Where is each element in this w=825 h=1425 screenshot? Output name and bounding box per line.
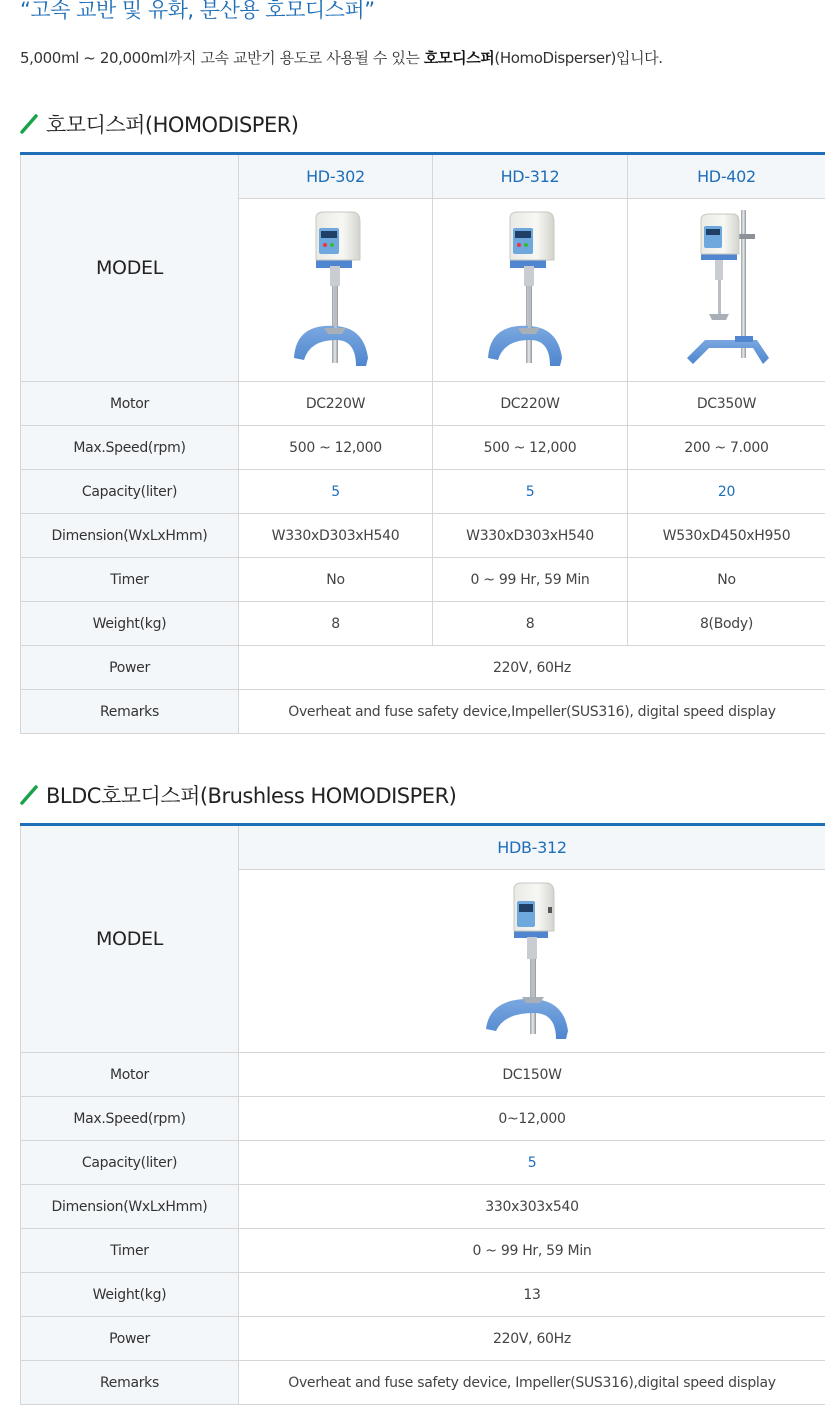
cell-capacity-hd402: 20 (628, 470, 825, 514)
cell-speed-hdb312: 0~12,000 (239, 1097, 825, 1141)
cell-timer-hd302: No (239, 558, 433, 602)
cell-remarks-hdb312: Overheat and fuse safety device, Impeller(SUS316),digital speed display (239, 1361, 825, 1405)
cell-speed-hd312: 500 ~ 12,000 (433, 426, 628, 470)
homodisper-spec-table (20, 152, 825, 734)
section1-title (20, 109, 299, 139)
row-label-motor: Motor (21, 1053, 239, 1097)
row-label-power: Power (21, 1317, 239, 1361)
cell-weight-hd302: 8 (239, 602, 433, 646)
cell-remarks: Overheat and fuse safety device,Impeller(SUS316), digital speed display (239, 690, 825, 734)
row-label-remarks: Remarks (21, 690, 239, 734)
cell-speed-hd402: 200 ~ 7.000 (628, 426, 825, 470)
cell-power: 220V, 60Hz (239, 646, 825, 690)
green-slash-icon (20, 114, 38, 134)
cell-capacity-hdb312: 5 (239, 1141, 825, 1185)
cell-dimension-hd402: W530xD450xH950 (628, 514, 825, 558)
section2-title-text: BLDC호모디스퍼(Brushless HOMODISPER) (46, 784, 457, 808)
product-image-hd312 (433, 199, 628, 382)
row-label-dimension: Dimension(WxLxHmm) (21, 1185, 239, 1229)
product-image-hd302 (239, 199, 433, 382)
intro-suffix: (HomoDisperser)입니다. (494, 49, 663, 67)
row-label-power: Power (21, 646, 239, 690)
model-name-hd402: HD-402 (628, 154, 825, 199)
cell-dimension-hdb312: 330x303x540 (239, 1185, 825, 1229)
page-headline: “고속 교반 및 유화, 분산용 호모디스퍼” (20, 0, 375, 22)
cell-dimension-hd302: W330xD303xH540 (239, 514, 433, 558)
model-header: MODEL (21, 825, 239, 1053)
cell-timer-hd402: No (628, 558, 825, 602)
cell-dimension-hd312: W330xD303xH540 (433, 514, 628, 558)
row-label-capacity: Capacity(liter) (21, 1141, 239, 1185)
cell-weight-hd312: 8 (433, 602, 628, 646)
section2-title (20, 780, 456, 810)
intro-text (20, 47, 663, 68)
row-label-weight: Weight(kg) (21, 1273, 239, 1317)
cell-timer-hdb312: 0 ~ 99 Hr, 59 Min (239, 1229, 825, 1273)
section1-title-text: 호모디스퍼(HOMODISPER) (46, 113, 299, 137)
row-label-max-speed: Max.Speed(rpm) (21, 1097, 239, 1141)
cell-motor-hdb312: DC150W (239, 1053, 825, 1097)
cell-speed-hd302: 500 ~ 12,000 (239, 426, 433, 470)
product-image-hdb312 (239, 870, 825, 1053)
model-header: MODEL (21, 154, 239, 382)
cell-timer-hd312: 0 ~ 99 Hr, 59 Min (433, 558, 628, 602)
row-label-weight: Weight(kg) (21, 602, 239, 646)
row-label-motor: Motor (21, 382, 239, 426)
cell-capacity-hd312: 5 (433, 470, 628, 514)
row-label-dimension: Dimension(WxLxHmm) (21, 514, 239, 558)
row-label-capacity: Capacity(liter) (21, 470, 239, 514)
cell-weight-hdb312: 13 (239, 1273, 825, 1317)
bldc-homodisper-spec-table (20, 823, 825, 1405)
cell-motor-hd302: DC220W (239, 382, 433, 426)
cell-motor-hd402: DC350W (628, 382, 825, 426)
model-name-hd312: HD-312 (433, 154, 628, 199)
product-image-hd402 (628, 199, 825, 382)
row-label-max-speed: Max.Speed(rpm) (21, 426, 239, 470)
row-label-timer: Timer (21, 558, 239, 602)
cell-weight-hd402: 8(Body) (628, 602, 825, 646)
intro-bold-product: 호모디스퍼 (423, 49, 495, 67)
green-slash-icon (20, 785, 38, 805)
row-label-remarks: Remarks (21, 1361, 239, 1405)
intro-prefix: 5,000ml ~ 20,000ml까지 고속 교반기 용도로 사용될 수 있는 (20, 49, 424, 67)
cell-power-hdb312: 220V, 60Hz (239, 1317, 825, 1361)
model-name-hdb312: HDB-312 (239, 825, 825, 870)
cell-capacity-hd302: 5 (239, 470, 433, 514)
cell-motor-hd312: DC220W (433, 382, 628, 426)
model-name-hd302: HD-302 (239, 154, 433, 199)
row-label-timer: Timer (21, 1229, 239, 1273)
